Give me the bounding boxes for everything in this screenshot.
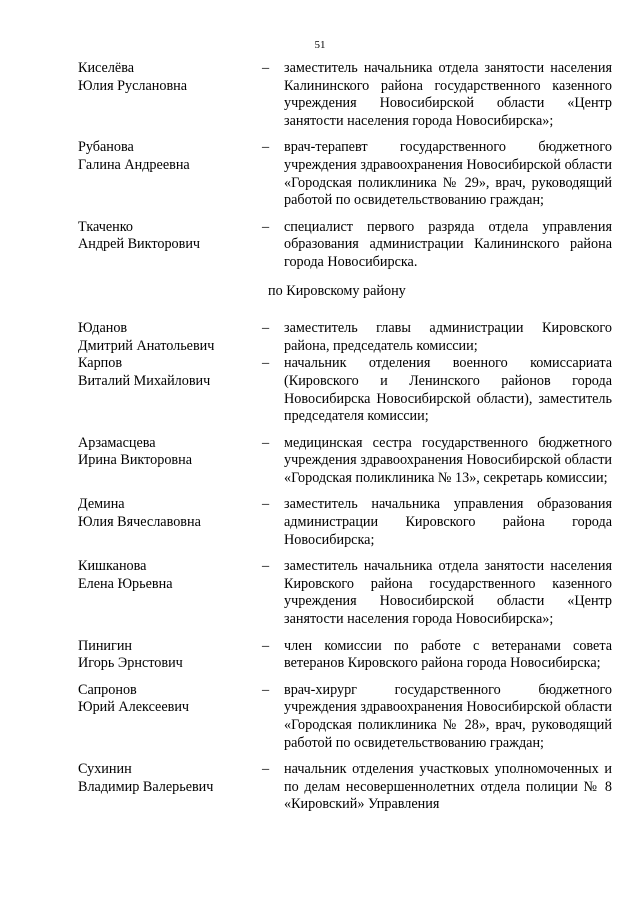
commission-list	[78, 60, 612, 814]
member-given-names: Дмитрий Анатольевич	[78, 337, 215, 354]
member-entry	[78, 435, 612, 488]
dash-separator: –	[262, 637, 270, 654]
member-name	[78, 496, 262, 531]
member-entry	[78, 355, 612, 425]
member-entry	[78, 60, 612, 130]
member-name	[78, 558, 262, 593]
member-name	[78, 355, 262, 390]
member-entry	[78, 139, 612, 209]
member-name	[78, 320, 262, 355]
dash-separator: –	[262, 434, 270, 451]
member-position: врач-терапевт государственного бюджетного учреждения здравоохранения Новосибирской области «Городская поликлиника № 29», врач, руководящий работой по освидетельствованию граждан;	[284, 139, 612, 209]
member-name	[78, 638, 262, 673]
member-position: специалист первого разряда отдела управления образования администрации Калининского района города Новосибирска.	[284, 218, 612, 270]
member-name	[78, 682, 262, 717]
dash-separator: –	[262, 558, 270, 575]
member-entry	[78, 761, 612, 814]
section-heading: по Кировскому району	[268, 282, 406, 299]
member-entry	[78, 320, 612, 355]
dash-separator: –	[262, 681, 270, 698]
member-surname: Арзамасцева	[78, 434, 156, 451]
member-given-names: Игорь Эрнстович	[78, 655, 183, 672]
member-name	[78, 60, 262, 95]
member-given-names: Юрий Алексеевич	[78, 699, 190, 716]
member-entry	[78, 219, 612, 272]
member-given-names: Юлия Вячеславовна	[78, 514, 201, 531]
dash-separator: –	[262, 761, 270, 778]
member-position: начальник отделения участковых уполномоченных и по делам несовершеннолетних отдела полиции № 8 «Кировский» Управления	[284, 761, 612, 813]
member-name	[78, 761, 262, 796]
member-surname: Кишканова	[78, 558, 147, 575]
member-name	[78, 435, 262, 470]
dash-separator: –	[262, 496, 270, 513]
member-surname: Сухинин	[78, 761, 132, 778]
member-entry	[78, 558, 612, 628]
member-position: заместитель начальника отдела занятости населения Калининского района государственного казенного учреждения Новосибирской области «Центр занятости населения города Новосибирска»;	[284, 60, 612, 129]
member-surname: Пинигин	[78, 637, 133, 654]
member-entry	[78, 638, 612, 673]
member-position: медицинская сестра государственного бюджетного учреждения здравоохранения Новосибирской области «Городская поликлиника № 13», секретарь комиссии;	[284, 434, 612, 486]
dash-separator: –	[262, 355, 270, 372]
member-name	[78, 219, 262, 254]
member-given-names: Владимир Валерьевич	[78, 778, 214, 795]
member-surname: Демина	[78, 496, 125, 513]
member-given-names: Галина Андреевна	[78, 156, 190, 173]
member-given-names: Елена Юрьевна	[78, 575, 173, 592]
member-given-names: Юлия Руслановна	[78, 77, 188, 94]
page-number: 51	[314, 39, 326, 51]
member-surname: Юданов	[78, 320, 128, 337]
member-position: начальник отделения военного комиссариата (Кировского и Ленинского районов города Новосибирска Новосибирской области), заместитель председателя комиссии;	[284, 355, 612, 425]
member-name	[78, 139, 262, 174]
member-entry	[78, 682, 612, 752]
member-surname: Киселёва	[78, 60, 135, 76]
member-given-names: Ирина Викторовна	[78, 452, 193, 469]
member-surname: Карпов	[78, 355, 123, 372]
member-position: врач-хирург государственного бюджетного учреждения здравоохранения Новосибирской области «Городская поликлиника № 28», врач, руководящий работой по освидетельствованию граждан;	[284, 681, 612, 751]
member-surname: Сапронов	[78, 681, 137, 698]
dash-separator: –	[262, 139, 270, 156]
member-given-names: Виталий Михайлович	[78, 372, 211, 389]
dash-separator: –	[262, 60, 270, 76]
member-position: член комиссии по работе с ветеранами совета ветеранов Кировского района города Новосибирска;	[284, 637, 612, 672]
member-position: заместитель начальника управления образования администрации Кировского района города Новосибирска;	[284, 496, 612, 548]
dash-separator: –	[262, 320, 270, 337]
member-position: заместитель начальника отдела занятости населения Кировского района государственного казенного учреждения Новосибирской области «Центр занятости населения города Новосибирска»;	[284, 558, 612, 628]
member-given-names: Андрей Викторович	[78, 236, 201, 253]
member-surname: Ткаченко	[78, 218, 134, 235]
member-position: заместитель главы администрации Кировского района, председатель комиссии;	[284, 320, 612, 354]
member-entry	[78, 496, 612, 549]
member-surname: Рубанова	[78, 139, 134, 156]
dash-separator: –	[262, 218, 270, 235]
